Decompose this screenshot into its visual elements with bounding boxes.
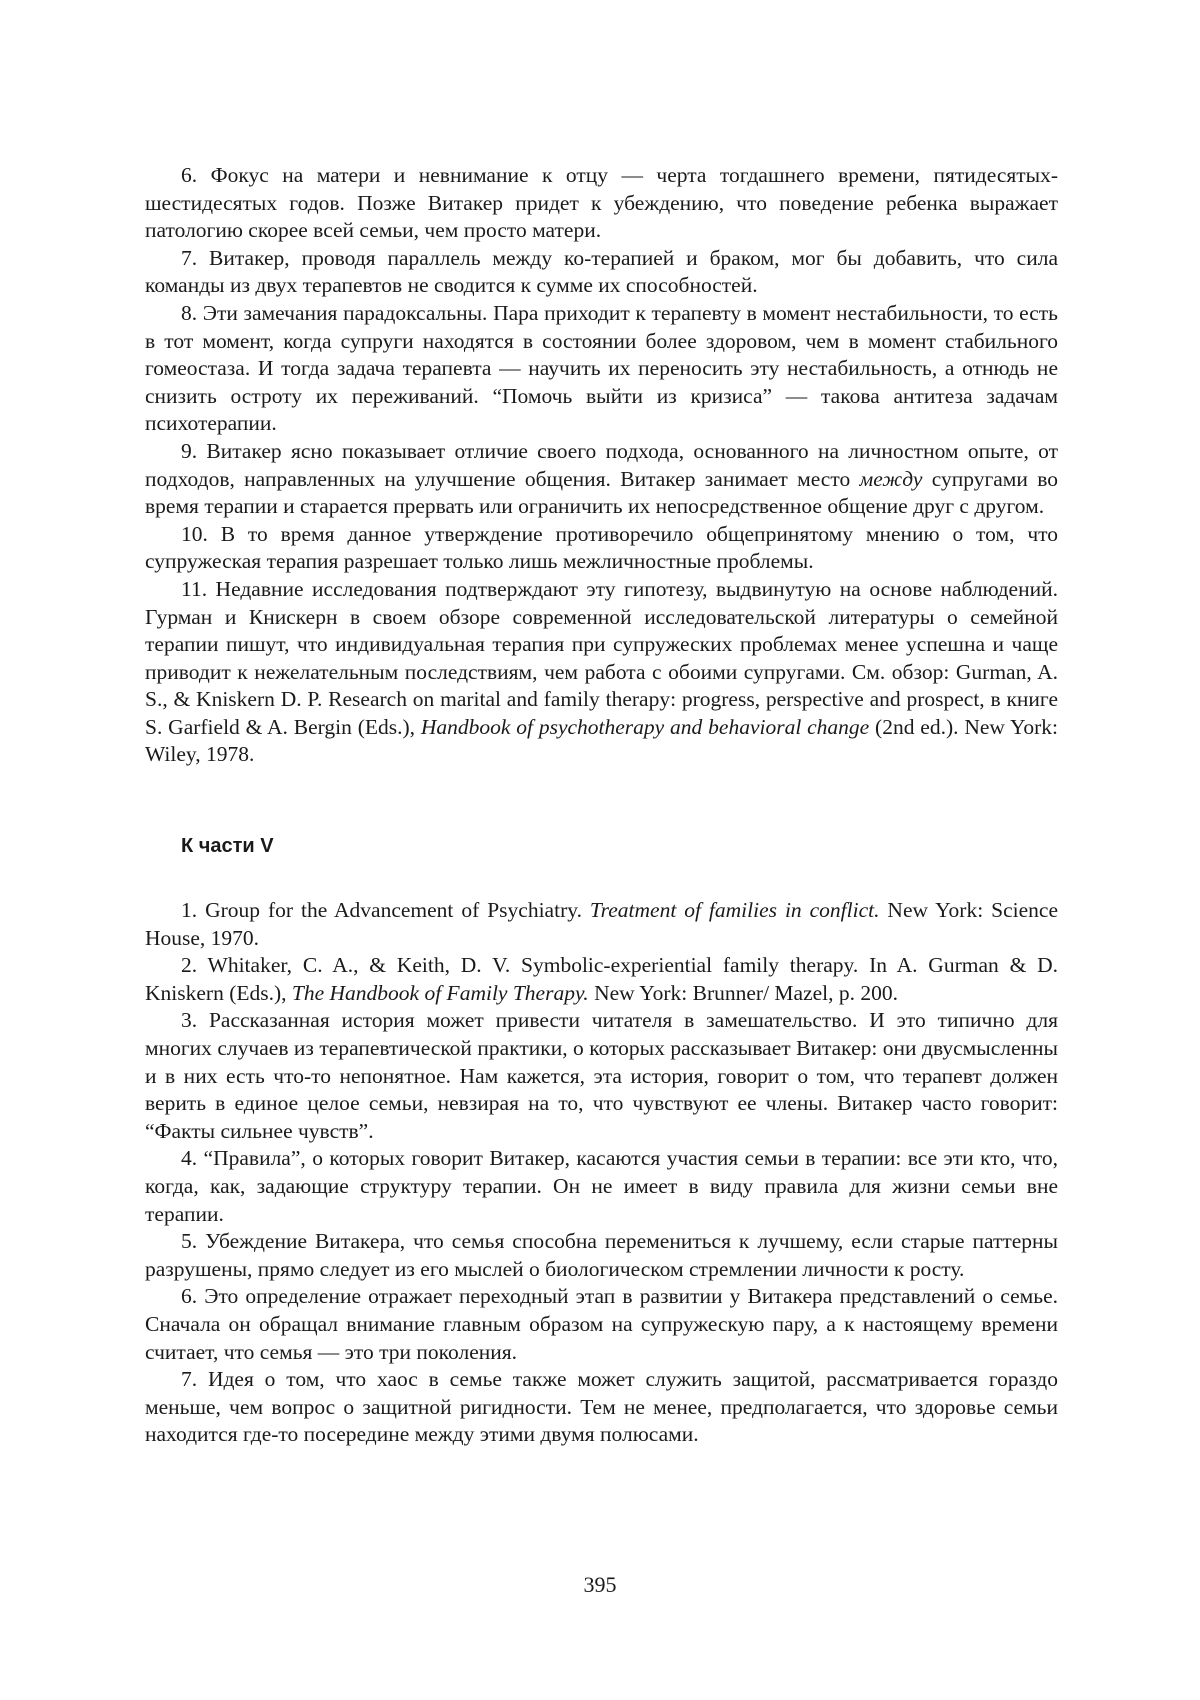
- top-note-4: [145, 438, 1058, 521]
- top-note-6: [145, 576, 1058, 769]
- section-heading: К части V: [181, 835, 274, 858]
- note-text: 10. В то время данное утверждение противоречило общепринятому мнению о том, что супружеская терапия разрешает только лишь межличностные проблемы.: [145, 521, 1058, 574]
- part-v-note-6: [145, 1283, 1058, 1366]
- part-v-note-7: [145, 1366, 1058, 1449]
- note-text: New York: Brunner/ Mazel, p. 200.: [588, 980, 899, 1005]
- page-number: 395: [583, 1572, 617, 1597]
- note-italic-text: между: [859, 466, 923, 491]
- note-text: супругами во время терапии и старается прервать или ограничить их непосредственное общение друг с другом.: [145, 466, 1058, 519]
- note-text: 6. Это определение отражает переходный этап в развитии у Витакера представлений о семье. Сначала он обращал внимание главным образом на супружескую пару, а к настоящему времени считает, что семья — это три поколения.: [145, 1284, 1058, 1364]
- section-gap: [145, 769, 1058, 833]
- note-text: New York: Science House, 1970.: [145, 898, 1058, 950]
- part-v-note-1: [145, 897, 1058, 952]
- note-italic-text: The Handbook of Family Therapy.: [291, 980, 589, 1005]
- note-italic-text: Treatment of families in conflict.: [589, 898, 880, 923]
- top-note-2: [145, 245, 1058, 300]
- note-text: 2. Whitaker, C. A., & Keith, D. V. Symbolic-experiential family therapy. In A. Gurman & D. Kniskern (Eds.),: [145, 953, 1058, 1005]
- note-text: 11. Недавние исследования подтверждают эту гипотезу, выдвинутую на основе наблюдений. Гурман и Книскерн в своем обзоре современной исследовательской литературы о семейной терапии пишут, что индивидуальная терапия при супружеских проблемах менее успешна и чаще приводит к нежелательным последствиям, чем работа с обоими супругами. См. обзор: Gurman, A. S., & Kniskern D. P. Research on marital and family therapy: progress, perspective and prospect, в книге S. Garfield & A. Bergin (Eds.),: [145, 576, 1058, 739]
- top-note-5: [145, 521, 1058, 576]
- note-text: 1. Group for the Advancement of Psychiatry.: [181, 898, 590, 923]
- note-text: 7. Витакер, проводя параллель между ко-терапией и браком, мог бы добавить, что сила команды из двух терапевтов не сводится к сумме их способностей.: [145, 245, 1058, 298]
- notes-list-bottom: [145, 897, 1058, 1449]
- top-note-1: [145, 162, 1058, 245]
- note-text: 4. “Правила”, о которых говорит Витакер, касаются участия семьи в терапии: все эти кто, что, когда, как, задающие структуру терапии. Он не имеет в виду правила для жизни семьи вне терапии.: [145, 1146, 1058, 1226]
- part-v-note-3: [145, 1007, 1058, 1145]
- note-italic-text: Handbook of psychotherapy and behavioral change: [420, 714, 870, 739]
- part-v-note-4: [145, 1145, 1058, 1228]
- note-text: 8. Эти замечания парадоксальны. Пара приходит к терапевту в момент нестабильности, то есть в тот момент, когда супруги находятся в состоянии более здоровом, чем в момент стабильного гомеостаза. И тогда задача терапевта — научить их переносить эту нестабильность, а отнюдь не снизить остроту их переживаний. “Помочь выйти из кризиса” — такова антитеза задачам психотерапии.: [145, 300, 1058, 436]
- part-v-note-5: [145, 1228, 1058, 1283]
- note-text: 6. Фокус на матери и невнимание к отцу — черта тогдашнего времени, пятидесятых-шестидесятых годов. Позже Витакер придет к убеждению, что поведение ребенка выражает патологию скорее всей семьи, чем просто матери.: [145, 163, 1058, 243]
- note-text: 3. Рассказанная история может привести читателя в замешательство. И это типично для многих случаев из терапевтической практики, о которых рассказывает Витакер: они двусмысленны и в них есть что-то непонятное. Нам кажется, эта история, говорит о том, что терапевт должен верить в единое целое семьи, невзирая на то, что чувствуют ее члены. Витакер часто говорит: “Факты сильнее чувств”.: [145, 1008, 1058, 1143]
- page-body: [145, 162, 1058, 1449]
- note-text: 7. Идея о том, что хаос в семье также может служить защитой, рассматривается гораздо меньше, чем вопрос о защитной ригидности. Тем не менее, предполагается, что здоровье семьи находится где-то посередине между этими двумя полюсами.: [145, 1367, 1058, 1447]
- note-text: 5. Убеждение Витакера, что семья способна перемениться к лучшему, если старые паттерны разрушены, прямо следует из его мыслей о биологическом стремлении личности к росту.: [145, 1229, 1058, 1281]
- note-text: 9. Витакер ясно показывает отличие своего подхода, основанного на личностном опыте, от подходов, направленных на улучшение общения. Витакер занимает место: [145, 438, 1058, 491]
- part-v-note-2: [145, 952, 1058, 1007]
- top-note-3: [145, 300, 1058, 438]
- notes-list-top: [145, 162, 1058, 769]
- note-text: (2nd ed.). New York: Wiley, 1978.: [145, 714, 1058, 767]
